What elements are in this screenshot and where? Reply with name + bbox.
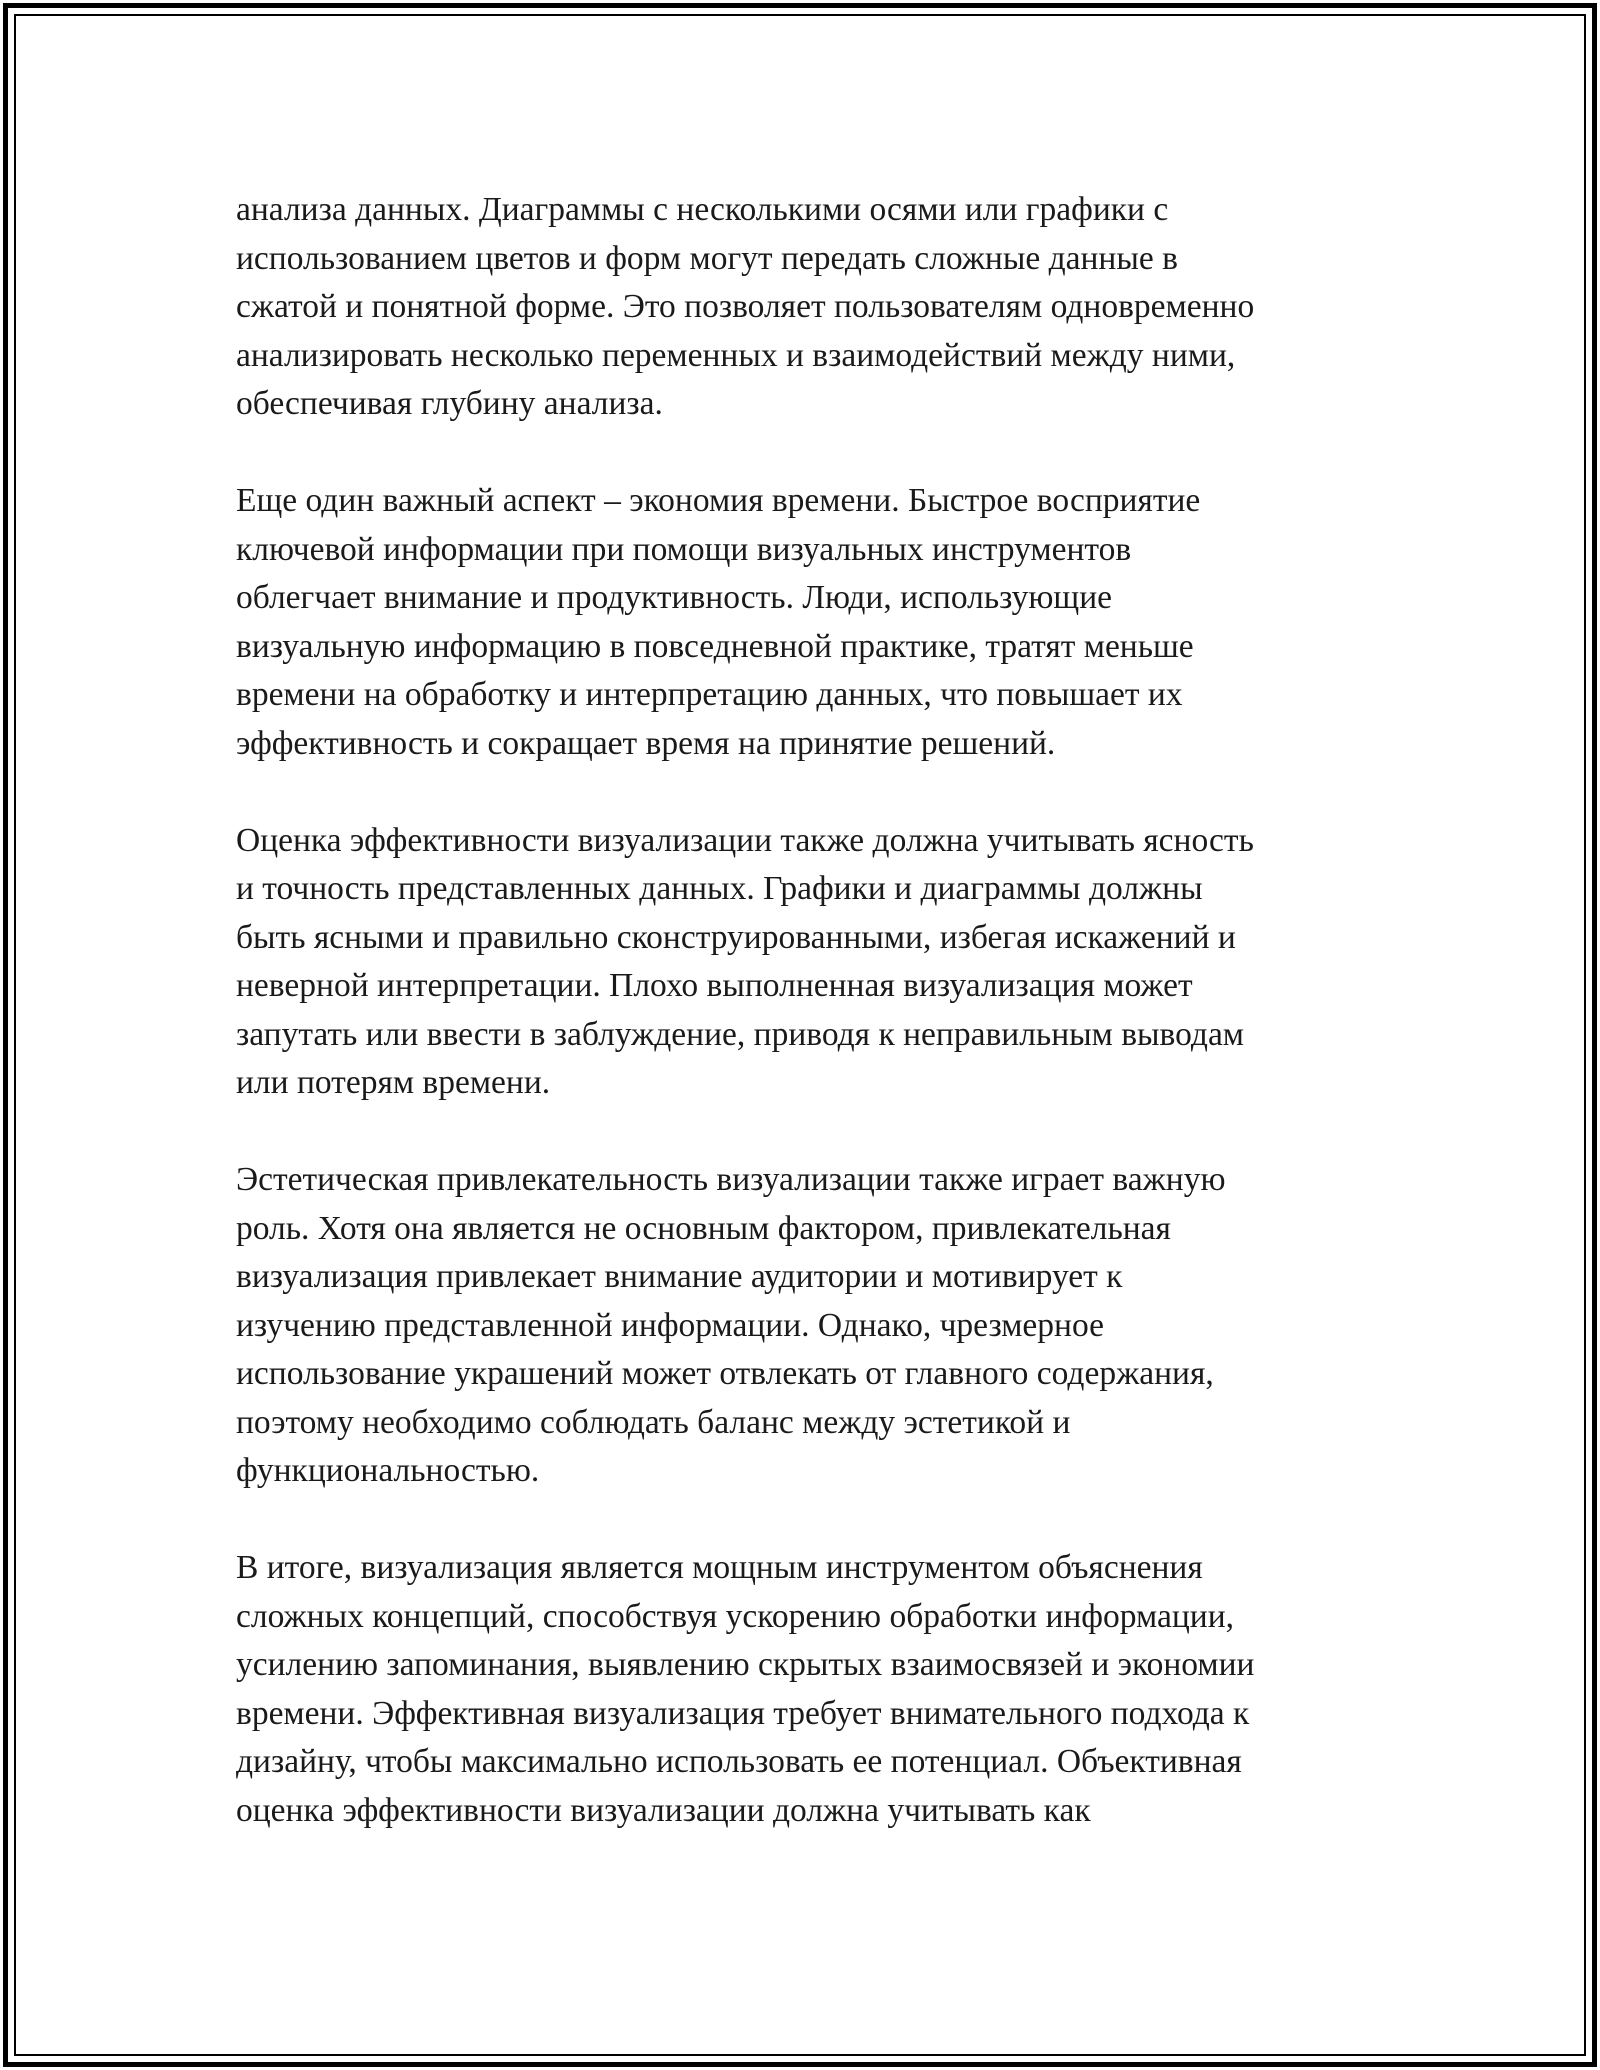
- document-body: [236, 186, 1366, 1835]
- paragraph-3: Оценка эффективности визуализации также должна учитывать ясность и точность представленных данных. Графики и диаграммы должны быть ясными и правильно сконструированными, избегая искажений и неверной интерпретации. Плохо выполненная визуализация может запутать или ввести в заблуждение, приводя к неправильным выводам или потерям времени.: [236, 821, 1254, 1101]
- paragraph-5: В итоге, визуализация является мощным инструментом объяснения сложных концепций, способствуя ускорению обработки информации, усилению запоминания, выявлению скрытых взаимосвязей и экономии времени. Эффективная визуализация требует внимательного подхода к дизайну, чтобы максимально использовать ее потенциал. Объективная оценка эффективности визуализации должна учитывать как: [236, 1549, 1255, 1829]
- paragraph-4: Эстетическая привлекательность визуализации также играет важную роль. Хотя она является не основным фактором, привлекательная визуализация привлекает внимание аудитории и мотивирует к изучению представленной информации. Однако, чрезмерное использование украшений может отвлекать от главного содержания, поэтому необходимо соблюдать баланс между эстетикой и функциональностью.: [236, 1161, 1226, 1489]
- paragraph-2: Еще один важный аспект – экономия времени. Быстрое восприятие ключевой информации при помощи визуальных инструментов облегчает внимание и продуктивность. Люди, использующие визуальную информацию в повседневной практике, тратят меньше времени на обработку и интерпретацию данных, что повышает их эффективность и сокращает время на принятие решений.: [236, 482, 1201, 762]
- paragraph-1: анализа данных. Диаграммы с несколькими осями или графики с использованием цветов и форм могут передать сложные данные в сжатой и понятной форме. Это позволяет пользователям одновременно анализировать несколько переменных и взаимодействий между ними, обеспечивая глубину анализа.: [236, 191, 1255, 422]
